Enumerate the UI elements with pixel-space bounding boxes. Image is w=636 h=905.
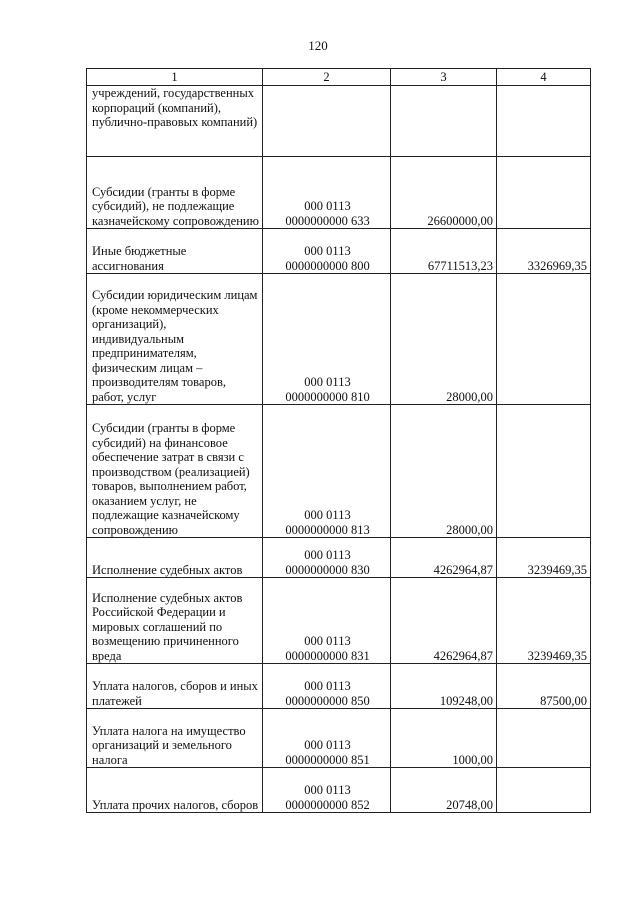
table-row bbox=[87, 768, 591, 813]
row-executed: 87500,00 bbox=[497, 664, 591, 709]
table-header-row bbox=[87, 69, 591, 86]
row-name: Уплата прочих налогов, сборов bbox=[87, 768, 263, 813]
row-amount: 28000,00 bbox=[391, 405, 497, 538]
row-executed: 3239469,35 bbox=[497, 538, 591, 578]
row-amount: 1000,00 bbox=[391, 709, 497, 768]
table-row bbox=[87, 86, 591, 157]
header-col-4: 4 bbox=[497, 69, 591, 86]
row-code bbox=[263, 538, 391, 578]
row-code-line1: 000 0113 bbox=[304, 508, 351, 522]
row-amount: 28000,00 bbox=[391, 274, 497, 405]
row-amount: 20748,00 bbox=[391, 768, 497, 813]
row-executed bbox=[497, 768, 591, 813]
row-code-line2: 0000000000 830 bbox=[285, 562, 370, 577]
row-code-line2: 0000000000 850 bbox=[285, 693, 370, 708]
row-amount: 67711513,23 bbox=[391, 229, 497, 274]
row-code bbox=[263, 86, 391, 157]
row-name: Иные бюджетные ассигнования bbox=[87, 229, 263, 274]
table-row bbox=[87, 578, 591, 664]
row-code bbox=[263, 578, 391, 664]
row-amount: 4262964,87 bbox=[391, 538, 497, 578]
page-number: 120 bbox=[308, 38, 328, 53]
row-name: Субсидии (гранты в форме субсидий) на финансовое обеспечение затрат в связи с производством (реализацией) товаров, выполнением работ, оказанием услуг, не подлежащие казначейскому сопровождению bbox=[87, 405, 263, 538]
row-name: Субсидии (гранты в форме субсидий), не подлежащие казначейскому сопровождению bbox=[87, 157, 263, 229]
table-row bbox=[87, 405, 591, 538]
row-code bbox=[263, 768, 391, 813]
row-executed bbox=[497, 86, 591, 157]
row-code-line2: 0000000000 810 bbox=[285, 389, 370, 404]
row-executed bbox=[497, 405, 591, 538]
row-amount bbox=[391, 86, 497, 157]
header-col-3: 3 bbox=[391, 69, 497, 86]
row-name: Субсидии юридическим лицам (кроме некоммерческих организаций), индивидуальным предпринимателям, физическим лицам – производителям товаров, работ, услуг bbox=[87, 274, 263, 405]
row-name: Уплата налога на имущество организаций и земельного налога bbox=[87, 709, 263, 768]
row-code bbox=[263, 274, 391, 405]
header-col-1: 1 bbox=[87, 69, 263, 86]
header-col-2: 2 bbox=[263, 69, 391, 86]
row-amount: 26600000,00 bbox=[391, 157, 497, 229]
row-code-line1: 000 0113 bbox=[304, 738, 351, 752]
row-amount: 109248,00 bbox=[391, 664, 497, 709]
row-code-line1: 000 0113 bbox=[304, 375, 351, 389]
row-code-line1: 000 0113 bbox=[304, 679, 351, 693]
row-executed bbox=[497, 274, 591, 405]
row-code-line1: 000 0113 bbox=[304, 634, 351, 648]
row-code bbox=[263, 229, 391, 274]
row-code-line2: 0000000000 813 bbox=[285, 522, 370, 537]
row-code bbox=[263, 405, 391, 538]
row-code-line1: 000 0113 bbox=[304, 783, 351, 797]
row-code-line1: 000 0113 bbox=[304, 199, 351, 213]
row-code-line1: 000 0113 bbox=[304, 244, 351, 258]
row-code-line2: 0000000000 852 bbox=[285, 797, 370, 812]
row-name: учреждений, государственных корпораций (компаний), публично-правовых компаний) bbox=[87, 86, 263, 157]
row-code bbox=[263, 157, 391, 229]
table-row bbox=[87, 664, 591, 709]
row-amount: 4262964,87 bbox=[391, 578, 497, 664]
table-row bbox=[87, 709, 591, 768]
row-executed bbox=[497, 157, 591, 229]
row-code bbox=[263, 664, 391, 709]
budget-table bbox=[86, 68, 591, 813]
table-row bbox=[87, 229, 591, 274]
table-row bbox=[87, 157, 591, 229]
row-name: Уплата налогов, сборов и иных платежей bbox=[87, 664, 263, 709]
row-code-line1: 000 0113 bbox=[304, 548, 351, 562]
row-name: Исполнение судебных актов bbox=[87, 538, 263, 578]
row-code-line2: 0000000000 633 bbox=[285, 213, 370, 228]
row-code-line2: 0000000000 831 bbox=[285, 648, 370, 663]
row-executed: 3239469,35 bbox=[497, 578, 591, 664]
row-code bbox=[263, 709, 391, 768]
table-row bbox=[87, 274, 591, 405]
row-executed bbox=[497, 709, 591, 768]
row-name: Исполнение судебных актов Российской Федерации и мировых соглашений по возмещению причиненного вреда bbox=[87, 578, 263, 664]
row-executed: 3326969,35 bbox=[497, 229, 591, 274]
row-code-line2: 0000000000 800 bbox=[285, 258, 370, 273]
row-code-line2: 0000000000 851 bbox=[285, 752, 370, 767]
table-row bbox=[87, 538, 591, 578]
